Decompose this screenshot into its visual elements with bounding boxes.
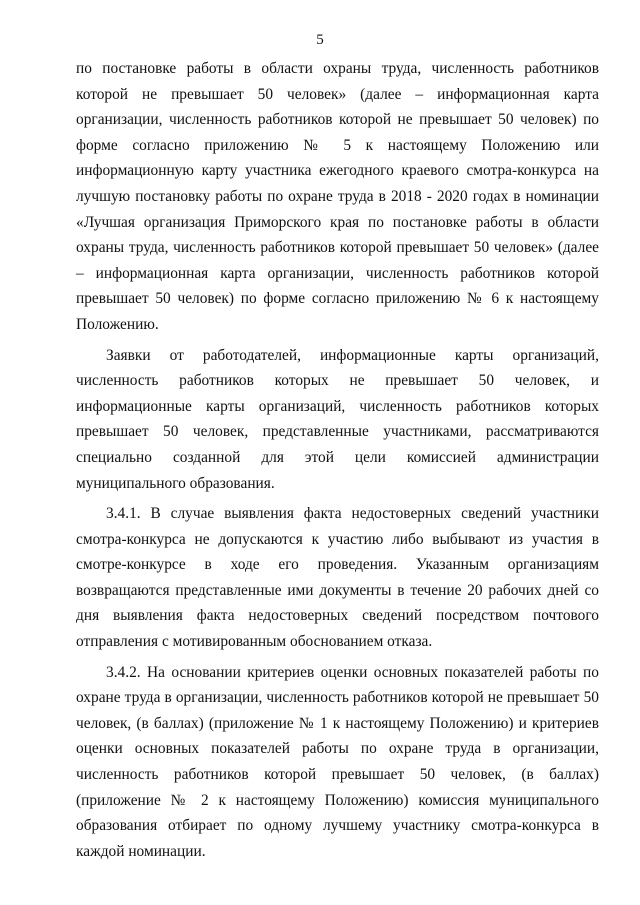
body-text — [76, 56, 599, 864]
paragraph-3-4-1: 3.4.1. В случае выявления факта недостоверных сведений участники смотра-конкурса не допускаются к участию либо выбывают из участия в смотре-конкурсе в ходе его проведения. Указанным организациям возвращаются представленные ими документы в течение 20 рабочих дней со дня выявления факта недостоверных сведений посредством почтового отправления с мотивированным обоснованием отказа. — [76, 505, 599, 651]
paragraph-applications: Заявки от работодателей, информационные карты организаций, численность работников которых не превышает 50 человек, и информационные карты организаций, численность работников которых превышает 50 человек, представленные участниками, рассматриваются специально созданной для этой цели комиссией администрации муниципального образования. — [76, 346, 599, 492]
paragraph-continuation: по постановке работы в области охраны труда, численность работников которой не превышает 50 человек» (далее – информационная карта организации, численность работников которой не превышает 50 человек) по форме согласно приложению № 5 к настоящему Положению или информационную карту участника ежегодного краевого смотра-конкурса на лучшую постановку работы по охране труда в 2018 - 2020 годах в номинации «Лучшая организация Приморского края по постановке работы в области охраны труда, численность работников которой превышает 50 человек» (далее – информационная карта организации, численность работников которой превышает 50 человек) по форме согласно приложению № 6 к настоящему Положению. — [76, 60, 599, 333]
page-number: 5 — [316, 32, 324, 48]
paragraph-3-4-2: 3.4.2. На основании критериев оценки основных показателей работы по охране труда в организации, численность работников которой не превышает 50 человек, (в баллах) (приложение № 1 к настоящему Положению) и критериев оценки основных показателей работы по охране труда в организации, численность работников которой превышает 50 человек, (в баллах) (приложение № 2 к настоящему Положению) комиссия муниципального образования отбирает по одному лучшему участнику смотра-конкурса в каждой номинации. — [76, 663, 599, 860]
